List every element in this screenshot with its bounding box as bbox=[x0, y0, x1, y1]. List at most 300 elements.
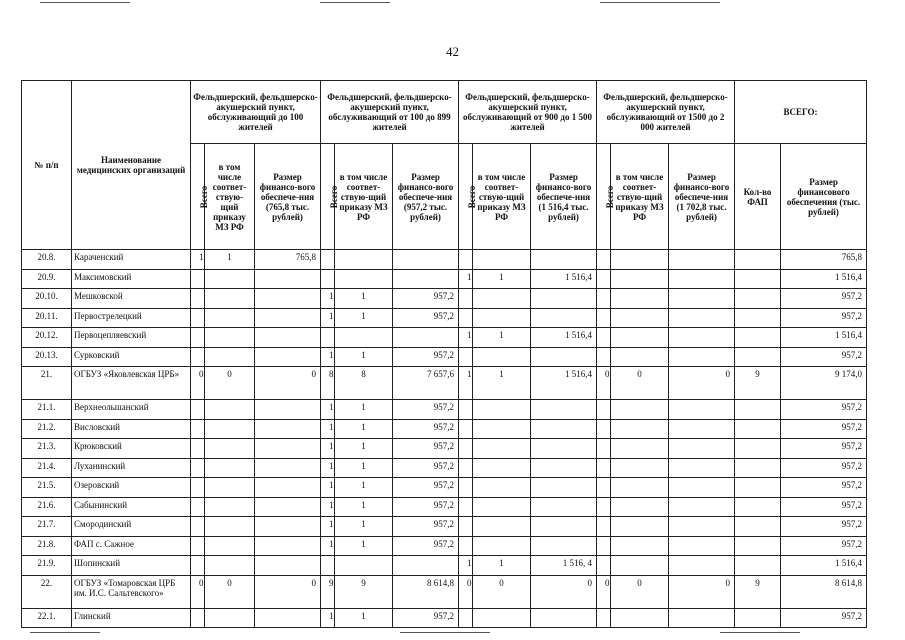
value-cell bbox=[735, 517, 781, 537]
value-cell: 8 614,8 bbox=[393, 575, 459, 608]
total-financing-cell: 1 516,4 bbox=[781, 328, 867, 348]
value-cell: 1 bbox=[335, 478, 393, 498]
value-cell bbox=[597, 458, 611, 478]
row-number: 22.1. bbox=[22, 608, 72, 628]
value-cell: 1 bbox=[321, 439, 335, 459]
value-cell: 1 bbox=[459, 269, 473, 289]
value-cell bbox=[669, 250, 735, 270]
value-cell bbox=[531, 458, 597, 478]
value-cell bbox=[255, 269, 321, 289]
value-cell bbox=[321, 556, 335, 576]
header-group-1: Фельдшерский, фельдшерско-акушерский пункт, обслуживающий до 100 жителей bbox=[191, 81, 321, 144]
table-row bbox=[22, 347, 867, 367]
header-g1-incl: в том числе соответ-ствую-щий приказу МЗ РФ bbox=[205, 144, 255, 250]
value-cell bbox=[255, 419, 321, 439]
header-name: Наименование медицинских организаций bbox=[72, 81, 191, 250]
value-cell: 1 bbox=[321, 478, 335, 498]
value-cell bbox=[205, 269, 255, 289]
value-cell: 1 bbox=[321, 308, 335, 328]
row-number: 20.13. bbox=[22, 347, 72, 367]
org-name: Караченский bbox=[72, 250, 191, 270]
value-cell bbox=[335, 250, 393, 270]
value-cell bbox=[255, 347, 321, 367]
value-cell bbox=[611, 556, 669, 576]
value-cell bbox=[191, 517, 205, 537]
value-cell bbox=[611, 608, 669, 628]
row-number: 20.12. bbox=[22, 328, 72, 348]
header-g2-incl: в том числе соответ-ствую-щий приказу МЗ РФ bbox=[335, 144, 393, 250]
total-financing-cell: 9 174,0 bbox=[781, 367, 867, 400]
value-cell bbox=[735, 536, 781, 556]
total-financing-cell: 1 516,4 bbox=[781, 269, 867, 289]
total-financing-cell: 957,2 bbox=[781, 536, 867, 556]
value-cell: 1 bbox=[473, 556, 531, 576]
table-row bbox=[22, 328, 867, 348]
value-cell bbox=[531, 419, 597, 439]
value-cell: 0 bbox=[205, 575, 255, 608]
table-row bbox=[22, 289, 867, 309]
value-cell bbox=[531, 497, 597, 517]
value-cell bbox=[597, 608, 611, 628]
value-cell bbox=[735, 458, 781, 478]
value-cell bbox=[473, 419, 531, 439]
value-cell bbox=[597, 347, 611, 367]
value-cell bbox=[473, 458, 531, 478]
header-g2-all: Всего bbox=[321, 144, 335, 250]
value-cell: 8 bbox=[321, 367, 335, 400]
scan-line bbox=[40, 2, 130, 3]
value-cell: 957,2 bbox=[393, 536, 459, 556]
org-name: Луханинский bbox=[72, 458, 191, 478]
value-cell: 957,2 bbox=[393, 497, 459, 517]
value-cell: 1 bbox=[321, 419, 335, 439]
table-row bbox=[22, 517, 867, 537]
value-cell bbox=[205, 289, 255, 309]
value-cell bbox=[191, 308, 205, 328]
value-cell bbox=[669, 269, 735, 289]
value-cell: 0 bbox=[191, 575, 205, 608]
value-cell bbox=[205, 536, 255, 556]
value-cell bbox=[669, 439, 735, 459]
value-cell bbox=[611, 497, 669, 517]
value-cell: 1 bbox=[335, 400, 393, 420]
value-cell bbox=[205, 556, 255, 576]
value-cell bbox=[597, 328, 611, 348]
value-cell bbox=[459, 608, 473, 628]
org-name: Озеровский bbox=[72, 478, 191, 498]
value-cell bbox=[191, 478, 205, 498]
value-cell: 0 bbox=[473, 575, 531, 608]
header-g2-size: Размер финансо-вого обеспече-ния (957,2 тыс. рублей) bbox=[393, 144, 459, 250]
value-cell: 0 bbox=[597, 575, 611, 608]
value-cell bbox=[597, 400, 611, 420]
row-number: 22. bbox=[22, 575, 72, 608]
value-cell bbox=[255, 517, 321, 537]
value-cell bbox=[205, 517, 255, 537]
value-cell bbox=[735, 400, 781, 420]
value-cell bbox=[255, 556, 321, 576]
value-cell bbox=[205, 478, 255, 498]
value-cell bbox=[597, 556, 611, 576]
value-cell: 1 bbox=[335, 289, 393, 309]
value-cell bbox=[611, 439, 669, 459]
value-cell: 957,2 bbox=[393, 517, 459, 537]
value-cell bbox=[531, 478, 597, 498]
value-cell: 1 bbox=[335, 419, 393, 439]
org-name: Крюковский bbox=[72, 439, 191, 459]
value-cell bbox=[531, 400, 597, 420]
header-group-4: Фельдшерский, фельдшерско-акушерский пункт, обслуживающий от 1500 до 2 000 жителей bbox=[597, 81, 735, 144]
value-cell: 8 bbox=[335, 367, 393, 400]
value-cell: 0 bbox=[255, 367, 321, 400]
value-cell bbox=[459, 478, 473, 498]
value-cell bbox=[191, 497, 205, 517]
value-cell bbox=[531, 439, 597, 459]
value-cell bbox=[205, 308, 255, 328]
total-financing-cell: 957,2 bbox=[781, 517, 867, 537]
value-cell bbox=[255, 308, 321, 328]
header-g4-incl: в том числе соответ-ствую-щий приказу МЗ РФ bbox=[611, 144, 669, 250]
value-cell bbox=[393, 328, 459, 348]
value-cell bbox=[597, 517, 611, 537]
table-row bbox=[22, 250, 867, 270]
value-cell bbox=[321, 269, 335, 289]
total-financing-cell: 957,2 bbox=[781, 400, 867, 420]
value-cell bbox=[335, 269, 393, 289]
value-cell bbox=[191, 289, 205, 309]
value-cell: 1 bbox=[473, 328, 531, 348]
header-g3-incl: в том числе соответ-ствую-щий приказу МЗ РФ bbox=[473, 144, 531, 250]
value-cell: 1 bbox=[335, 439, 393, 459]
value-cell: 957,2 bbox=[393, 308, 459, 328]
value-cell bbox=[611, 536, 669, 556]
row-number: 20.10. bbox=[22, 289, 72, 309]
value-cell bbox=[473, 250, 531, 270]
value-cell bbox=[205, 439, 255, 459]
table-row bbox=[22, 400, 867, 420]
value-cell bbox=[473, 536, 531, 556]
value-cell bbox=[669, 289, 735, 309]
value-cell: 7 657,6 bbox=[393, 367, 459, 400]
row-number: 20.8. bbox=[22, 250, 72, 270]
value-cell bbox=[597, 250, 611, 270]
value-cell bbox=[473, 497, 531, 517]
org-name: Шопинский bbox=[72, 556, 191, 576]
table-row bbox=[22, 308, 867, 328]
value-cell bbox=[669, 478, 735, 498]
scan-line bbox=[600, 2, 720, 3]
value-cell: 957,2 bbox=[393, 478, 459, 498]
value-cell bbox=[669, 328, 735, 348]
value-cell: 1 bbox=[473, 269, 531, 289]
org-name: Сурковский bbox=[72, 347, 191, 367]
value-cell bbox=[735, 419, 781, 439]
value-cell: 1 bbox=[335, 347, 393, 367]
value-cell: 1 bbox=[321, 289, 335, 309]
value-cell: 1 bbox=[191, 250, 205, 270]
value-cell bbox=[669, 458, 735, 478]
header-g1-size: Размер финансо-вого обеспече-ния (765,8 тыс. рублей) bbox=[255, 144, 321, 250]
value-cell bbox=[611, 250, 669, 270]
total-financing-cell: 957,2 bbox=[781, 458, 867, 478]
value-cell bbox=[597, 269, 611, 289]
value-cell bbox=[335, 328, 393, 348]
value-cell: 1 516,4 bbox=[531, 269, 597, 289]
value-cell bbox=[205, 400, 255, 420]
value-cell bbox=[611, 419, 669, 439]
value-cell: 9 bbox=[735, 575, 781, 608]
value-cell: 9 bbox=[335, 575, 393, 608]
value-cell bbox=[735, 556, 781, 576]
table-row bbox=[22, 608, 867, 628]
value-cell bbox=[473, 608, 531, 628]
org-name: Мешковской bbox=[72, 289, 191, 309]
value-cell: 1 bbox=[335, 608, 393, 628]
value-cell bbox=[459, 458, 473, 478]
value-cell: 1 bbox=[335, 308, 393, 328]
value-cell: 0 bbox=[191, 367, 205, 400]
value-cell bbox=[191, 347, 205, 367]
total-financing-cell: 957,2 bbox=[781, 308, 867, 328]
table-row bbox=[22, 458, 867, 478]
header-num: № п/п bbox=[22, 81, 72, 250]
header-g4-all: Всего bbox=[597, 144, 611, 250]
value-cell: 1 bbox=[459, 556, 473, 576]
org-name: ФАП с. Сажное bbox=[72, 536, 191, 556]
table-row bbox=[22, 575, 867, 608]
table-row bbox=[22, 419, 867, 439]
value-cell bbox=[255, 328, 321, 348]
value-cell: 0 bbox=[611, 575, 669, 608]
header-group-2: Фельдшерский, фельдшерско-акушерский пункт, обслуживающий от 100 до 899 жителей bbox=[321, 81, 459, 144]
value-cell bbox=[205, 608, 255, 628]
value-cell: 1 bbox=[459, 328, 473, 348]
value-cell bbox=[191, 608, 205, 628]
value-cell bbox=[459, 517, 473, 537]
value-cell: 1 516, 4 bbox=[531, 556, 597, 576]
value-cell: 1 bbox=[473, 367, 531, 400]
value-cell bbox=[531, 536, 597, 556]
value-cell: 9 bbox=[321, 575, 335, 608]
value-cell bbox=[255, 497, 321, 517]
value-cell bbox=[191, 328, 205, 348]
value-cell bbox=[255, 439, 321, 459]
org-name: Смородинский bbox=[72, 517, 191, 537]
value-cell bbox=[459, 497, 473, 517]
value-cell: 0 bbox=[669, 575, 735, 608]
total-financing-cell: 1 516,4 bbox=[781, 556, 867, 576]
value-cell: 1 bbox=[459, 367, 473, 400]
value-cell bbox=[255, 289, 321, 309]
value-cell bbox=[205, 347, 255, 367]
value-cell bbox=[735, 497, 781, 517]
header-g3-size: Размер финансо-вого обеспече-ния (1 516,4 тыс. рублей) bbox=[531, 144, 597, 250]
value-cell bbox=[597, 536, 611, 556]
value-cell: 1 bbox=[321, 497, 335, 517]
total-financing-cell: 8 614,8 bbox=[781, 575, 867, 608]
value-cell bbox=[191, 269, 205, 289]
value-cell bbox=[669, 419, 735, 439]
org-name: ОГБУЗ «Томаровская ЦРБ им. И.С. Сальтевского» bbox=[72, 575, 191, 608]
value-cell: 0 bbox=[205, 367, 255, 400]
scan-line bbox=[400, 632, 490, 633]
value-cell bbox=[335, 556, 393, 576]
value-cell: 0 bbox=[255, 575, 321, 608]
value-cell bbox=[611, 400, 669, 420]
fap-financing-table bbox=[21, 80, 867, 628]
total-financing-cell: 957,2 bbox=[781, 347, 867, 367]
value-cell bbox=[531, 608, 597, 628]
table-row bbox=[22, 556, 867, 576]
value-cell bbox=[205, 497, 255, 517]
value-cell bbox=[669, 400, 735, 420]
value-cell bbox=[191, 536, 205, 556]
total-financing-cell: 957,2 bbox=[781, 289, 867, 309]
scan-line bbox=[30, 632, 100, 633]
value-cell bbox=[735, 347, 781, 367]
value-cell bbox=[473, 517, 531, 537]
value-cell: 0 bbox=[459, 575, 473, 608]
value-cell bbox=[611, 517, 669, 537]
value-cell: 957,2 bbox=[393, 419, 459, 439]
header-total: ВСЕГО: bbox=[735, 81, 867, 144]
value-cell bbox=[321, 328, 335, 348]
row-number: 21.8. bbox=[22, 536, 72, 556]
value-cell: 1 bbox=[335, 517, 393, 537]
value-cell bbox=[191, 458, 205, 478]
total-financing-cell: 957,2 bbox=[781, 439, 867, 459]
value-cell bbox=[393, 269, 459, 289]
header-kol-fap: Кол-во ФАП bbox=[735, 144, 781, 250]
value-cell: 957,2 bbox=[393, 608, 459, 628]
value-cell bbox=[393, 250, 459, 270]
value-cell bbox=[459, 308, 473, 328]
value-cell bbox=[531, 250, 597, 270]
value-cell bbox=[597, 478, 611, 498]
value-cell bbox=[473, 347, 531, 367]
header-g1-all: Всего bbox=[191, 144, 205, 250]
scan-line bbox=[320, 2, 390, 3]
row-number: 21.6. bbox=[22, 497, 72, 517]
value-cell bbox=[669, 536, 735, 556]
value-cell bbox=[473, 308, 531, 328]
value-cell: 1 516,4 bbox=[531, 367, 597, 400]
value-cell bbox=[255, 458, 321, 478]
org-name: Первострелецкий bbox=[72, 308, 191, 328]
value-cell bbox=[191, 419, 205, 439]
value-cell bbox=[459, 439, 473, 459]
org-name: Висловский bbox=[72, 419, 191, 439]
header-g3-all: Всего bbox=[459, 144, 473, 250]
row-number: 20.11. bbox=[22, 308, 72, 328]
value-cell: 1 bbox=[335, 536, 393, 556]
value-cell bbox=[205, 458, 255, 478]
value-cell bbox=[191, 556, 205, 576]
org-name: Первоцепляевский bbox=[72, 328, 191, 348]
value-cell bbox=[473, 289, 531, 309]
value-cell bbox=[191, 439, 205, 459]
value-cell: 1 bbox=[321, 517, 335, 537]
table-row bbox=[22, 367, 867, 400]
value-cell bbox=[735, 608, 781, 628]
value-cell: 765,8 bbox=[255, 250, 321, 270]
row-number: 21.3. bbox=[22, 439, 72, 459]
value-cell: 1 bbox=[321, 536, 335, 556]
value-cell bbox=[531, 347, 597, 367]
table-row bbox=[22, 478, 867, 498]
header-group-3: Фельдшерский, фельдшерско-акушерский пункт, обслуживающий от 900 до 1 500 жителей bbox=[459, 81, 597, 144]
total-financing-cell: 765,8 bbox=[781, 250, 867, 270]
table-row bbox=[22, 439, 867, 459]
value-cell: 1 bbox=[321, 608, 335, 628]
table-row bbox=[22, 497, 867, 517]
value-cell: 957,2 bbox=[393, 400, 459, 420]
value-cell bbox=[669, 347, 735, 367]
value-cell: 957,2 bbox=[393, 458, 459, 478]
total-financing-cell: 957,2 bbox=[781, 497, 867, 517]
value-cell bbox=[473, 439, 531, 459]
row-number: 21.4. bbox=[22, 458, 72, 478]
value-cell bbox=[473, 400, 531, 420]
org-name: ОГБУЗ «Яковлевская ЦРБ» bbox=[72, 367, 191, 400]
row-number: 21. bbox=[22, 367, 72, 400]
value-cell: 1 bbox=[335, 458, 393, 478]
value-cell bbox=[669, 308, 735, 328]
page-number: 42 bbox=[446, 44, 459, 59]
value-cell bbox=[611, 478, 669, 498]
row-number: 21.9. bbox=[22, 556, 72, 576]
table-body bbox=[22, 250, 867, 628]
value-cell bbox=[205, 419, 255, 439]
value-cell bbox=[735, 269, 781, 289]
org-name: Глинский bbox=[72, 608, 191, 628]
value-cell bbox=[459, 250, 473, 270]
value-cell bbox=[459, 347, 473, 367]
value-cell: 1 bbox=[205, 250, 255, 270]
value-cell bbox=[473, 478, 531, 498]
value-cell bbox=[735, 328, 781, 348]
row-number: 21.1. bbox=[22, 400, 72, 420]
value-cell bbox=[531, 289, 597, 309]
value-cell bbox=[735, 308, 781, 328]
value-cell bbox=[321, 250, 335, 270]
value-cell bbox=[735, 478, 781, 498]
value-cell bbox=[393, 556, 459, 576]
value-cell bbox=[255, 608, 321, 628]
value-cell bbox=[611, 269, 669, 289]
value-cell bbox=[205, 328, 255, 348]
value-cell: 1 bbox=[321, 458, 335, 478]
value-cell bbox=[597, 289, 611, 309]
value-cell: 957,2 bbox=[393, 439, 459, 459]
value-cell bbox=[611, 289, 669, 309]
value-cell: 957,2 bbox=[393, 347, 459, 367]
header-g4-size: Размер финансо-вого обеспече-ния (1 702,8 тыс. рублей) bbox=[669, 144, 735, 250]
total-financing-cell: 957,2 bbox=[781, 608, 867, 628]
table-row bbox=[22, 536, 867, 556]
org-name: Максимовский bbox=[72, 269, 191, 289]
value-cell bbox=[459, 419, 473, 439]
value-cell bbox=[459, 400, 473, 420]
value-cell: 1 bbox=[335, 497, 393, 517]
value-cell bbox=[459, 536, 473, 556]
value-cell: 0 bbox=[531, 575, 597, 608]
scan-line bbox=[720, 632, 800, 633]
value-cell bbox=[255, 478, 321, 498]
value-cell: 1 bbox=[321, 400, 335, 420]
value-cell bbox=[597, 439, 611, 459]
value-cell bbox=[611, 458, 669, 478]
